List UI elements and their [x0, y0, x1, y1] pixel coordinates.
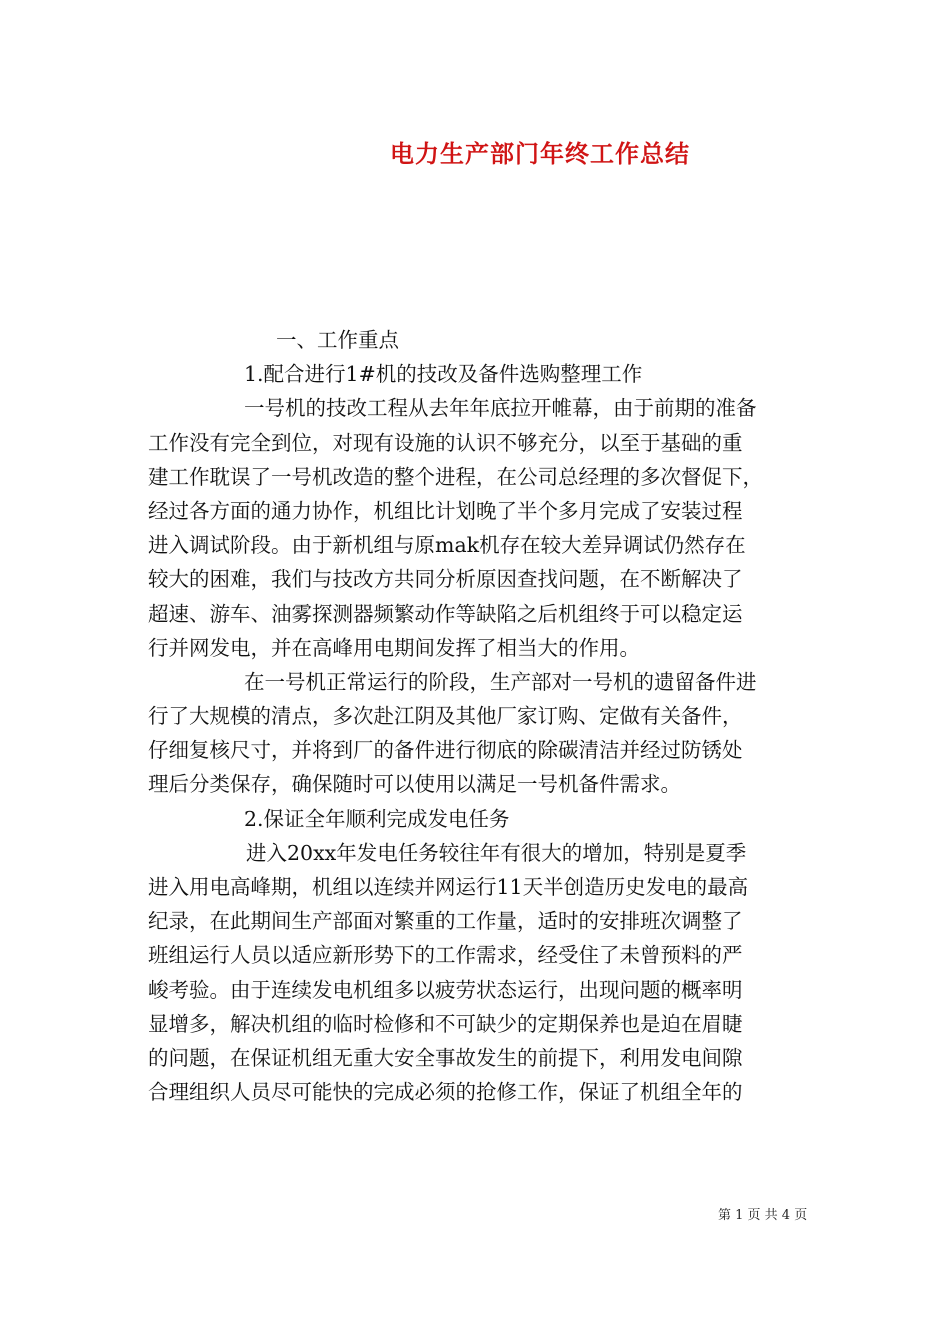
paragraph-line: 超速、游车、油雾探测器频繁动作等缺陷之后机组终于可以稳定运: [148, 601, 743, 626]
document-title: 电力生产部门年终工作总结: [390, 139, 690, 168]
paragraph-line: 显增多，解决机组的临时检修和不可缺少的定期保养也是迫在眉睫: [148, 1011, 743, 1036]
paragraph-line: 较大的困难，我们与技改方共同分析原因查找问题，在不断解决了: [148, 567, 743, 592]
paragraph-3: [148, 836, 808, 1110]
paragraph-line: 班组运行人员以适应新形势下的工作需求，经受住了未曾预料的严: [148, 943, 743, 968]
paragraph-line: 的问题，在保证机组无重大安全事故发生的前提下，利用发电间隙: [148, 1045, 743, 1070]
paragraph-line: 在一号机正常运行的阶段，生产部对一号机的遗留备件进: [244, 669, 757, 694]
paragraph-line: 理后分类保存，确保随时可以使用以满足一号机备件需求。: [148, 772, 681, 797]
paragraph-line: 一号机的技改工程从去年年底拉开帷幕，由于前期的准备: [244, 396, 757, 421]
paragraph-line: 合理组织人员尽可能快的完成必须的抢修工作，保证了机组全年的: [148, 1080, 743, 1105]
paragraph-line: 进入20xx年发电任务较往年有很大的增加，特别是夏季: [246, 840, 747, 865]
paragraph-line: 仔细复核尺寸，并将到厂的备件进行彻底的除碳清洁并经过防锈处: [148, 738, 743, 763]
document-body: [148, 323, 808, 1109]
page-number: 第 1 页 共 4 页: [718, 1208, 808, 1223]
section-heading: 一、工作重点: [276, 328, 399, 352]
paragraph-line: 进入用电高峰期，机组以连续并网运行11天半创造历史发电的最高: [148, 875, 749, 899]
paragraph-line: 峻考验。由于连续发电机组多以疲劳状态运行，出现问题的概率明: [148, 977, 743, 1002]
paragraph-line: 纪录，在此期间生产部面对繁重的工作量，适时的安排班次调整了: [148, 909, 743, 934]
item-1-heading: 1.配合进行1#机的技改及备件选购整理工作: [244, 362, 643, 387]
paragraph-2: [148, 665, 808, 802]
paragraph-line: 建工作耽误了一号机改造的整个进程，在公司总经理的多次督促下，: [148, 464, 763, 489]
paragraph-line: 经过各方面的通力协作，机组比计划晚了半个多月完成了安装过程: [148, 498, 743, 523]
paragraph-line: 行并网发电，并在高峰用电期间发挥了相当大的作用。: [148, 635, 640, 660]
item-2-heading: 2.保证全年顺利完成发电任务: [244, 806, 510, 831]
paragraph-line: 工作没有完全到位，对现有设施的认识不够充分，以至于基础的重: [148, 430, 743, 455]
paragraph-line: 进入调试阶段。由于新机组与原mak机存在较大差异调试仍然存在: [148, 533, 746, 558]
paragraph-1: [148, 391, 808, 665]
paragraph-line: 行了大规模的清点，多次赴江阴及其他厂家订购、定做有关备件，: [148, 704, 743, 729]
